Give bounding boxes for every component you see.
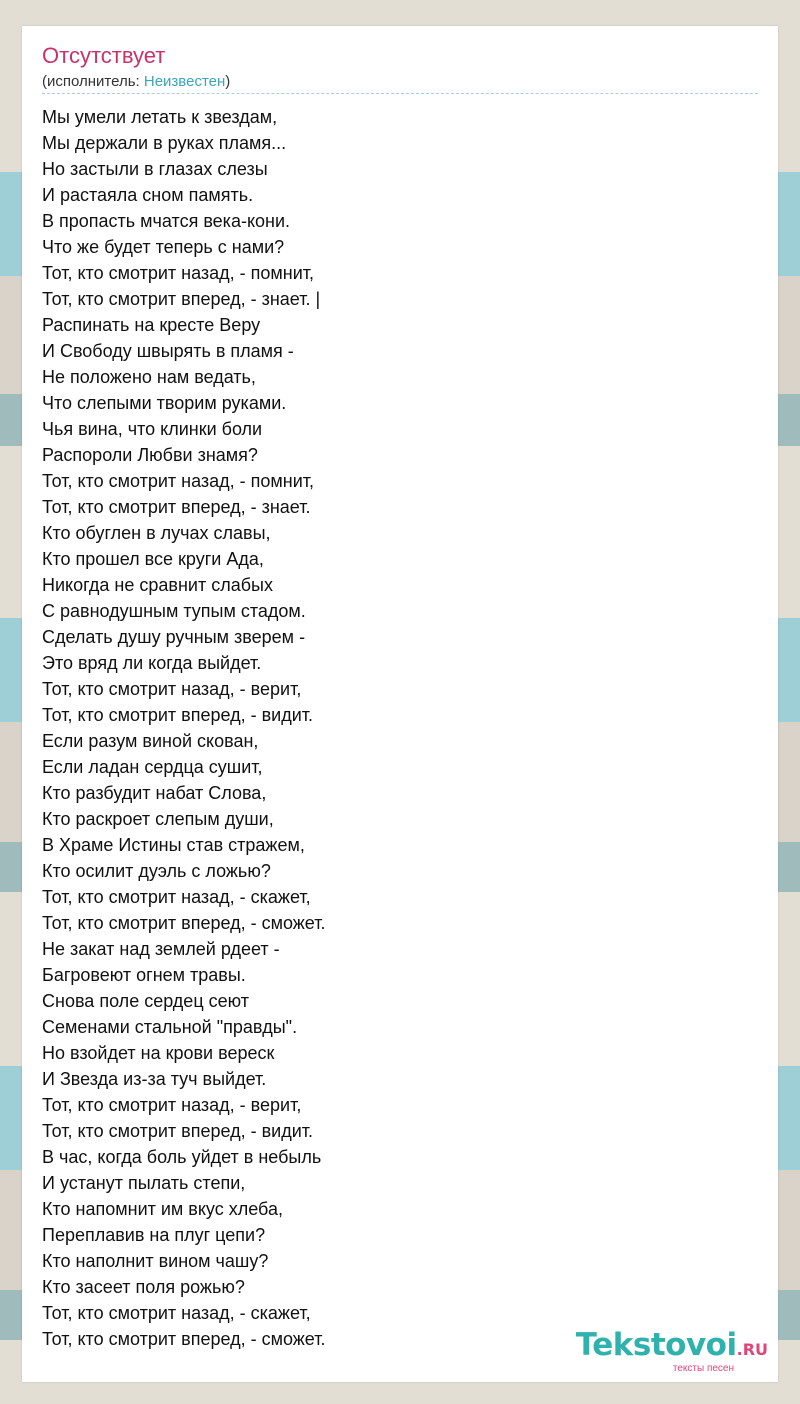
lyric-line: Тот, кто смотрит вперед, - сможет. bbox=[42, 1329, 326, 1349]
lyric-line: Кто напомнит им вкус хлеба, bbox=[42, 1199, 283, 1219]
lyric-line: Что слепыми творим руками. bbox=[42, 393, 287, 413]
lyric-line: Никогда не сравнит слабых bbox=[42, 575, 273, 595]
lyric-line: В Храме Истины став стражем, bbox=[42, 835, 305, 855]
logo-tagline: тексты песен bbox=[672, 1363, 734, 1374]
lyric-line: Тот, кто смотрит вперед, - видит. bbox=[42, 1121, 314, 1141]
lyric-line: Тот, кто смотрит назад, - верит, bbox=[42, 679, 302, 699]
lyric-line: Распороли Любви знамя? bbox=[42, 445, 258, 465]
lyric-line: И устанут пылать степи, bbox=[42, 1173, 246, 1193]
lyric-line: И Звезда из-за туч выйдет. bbox=[42, 1069, 267, 1089]
lyric-line: Не положено нам ведать, bbox=[42, 367, 256, 387]
performer-line bbox=[42, 72, 230, 92]
lyric-line: Распинать на кресте Веру bbox=[42, 315, 261, 335]
performer-suffix: ) bbox=[225, 73, 231, 90]
lyrics-text bbox=[42, 104, 325, 1352]
lyric-line: Если разум виной скован, bbox=[42, 731, 259, 751]
lyric-line: Это вряд ли когда выйдет. bbox=[42, 653, 262, 673]
performer-link[interactable]: Неизвестен bbox=[143, 73, 226, 90]
lyric-line: Но застыли в глазах слезы bbox=[42, 159, 268, 179]
lyrics-card bbox=[22, 26, 778, 1382]
lyric-line: Тот, кто смотрит назад, - скажет, bbox=[42, 1303, 311, 1323]
lyric-line: Но взойдет на крови вереск bbox=[42, 1043, 275, 1063]
lyric-line: Кто разбудит набат Слова, bbox=[42, 783, 267, 803]
logo-tld: .RU bbox=[736, 1340, 768, 1359]
lyric-line: Чья вина, что клинки боли bbox=[42, 419, 263, 439]
lyric-line: Тот, кто смотрит вперед, - сможет. bbox=[42, 913, 326, 933]
lyric-line: Не закат над землей рдеет - bbox=[42, 939, 280, 959]
lyric-line: Переплавив на плуг цепи? bbox=[42, 1225, 266, 1245]
lyric-line: Тот, кто смотрит вперед, - знает. | bbox=[42, 289, 321, 309]
site-logo[interactable] bbox=[576, 1328, 768, 1374]
lyric-line: И растаяла сном память. bbox=[42, 185, 254, 205]
song-title: Отсутствует bbox=[42, 43, 166, 68]
lyric-line: Тот, кто смотрит назад, - скажет, bbox=[42, 887, 311, 907]
lyric-line: Кто раскроет слепым души, bbox=[42, 809, 274, 829]
lyric-line: С равнодушным тупым стадом. bbox=[42, 601, 306, 621]
lyric-line: Тот, кто смотрит назад, - помнит, bbox=[42, 263, 315, 283]
lyric-line: Снова поле сердец сеют bbox=[42, 991, 249, 1011]
lyric-line: В час, когда боль уйдет в небыль bbox=[42, 1147, 322, 1167]
logo-wordmark bbox=[576, 1328, 768, 1367]
lyric-line: Кто осилит дуэль с ложью? bbox=[42, 861, 271, 881]
lyric-line: Багровеют огнем травы. bbox=[42, 965, 246, 985]
lyric-line: Кто обуглен в лучах славы, bbox=[42, 523, 271, 543]
lyric-line: Тот, кто смотрит назад, - помнит, bbox=[42, 471, 315, 491]
lyric-line: Семенами стальной "правды". bbox=[42, 1017, 298, 1037]
lyric-line: Тот, кто смотрит вперед, - знает. bbox=[42, 497, 311, 517]
logo-name: Tekstovoi bbox=[575, 1327, 737, 1363]
lyric-line: Мы умели летать к звездам, bbox=[42, 107, 278, 127]
lyric-line: Если ладан сердца сушит, bbox=[42, 757, 263, 777]
lyric-line: И Свободу швырять в пламя - bbox=[42, 341, 294, 361]
lyric-line: Тот, кто смотрит назад, - верит, bbox=[42, 1095, 302, 1115]
performer-prefix: (исполнитель: bbox=[42, 73, 144, 90]
lyric-line: Кто наполнит вином чашу? bbox=[42, 1251, 269, 1271]
header-divider bbox=[42, 93, 758, 94]
lyric-line: В пропасть мчатся века-кони. bbox=[42, 211, 291, 231]
lyric-line: Сделать душу ручным зверем - bbox=[42, 627, 306, 647]
lyric-line: Кто прошел все круги Ада, bbox=[42, 549, 264, 569]
lyric-line: Кто засеет поля рожью? bbox=[42, 1277, 245, 1297]
lyric-line: Мы держали в руках пламя... bbox=[42, 133, 287, 153]
lyric-line: Что же будет теперь с нами? bbox=[42, 237, 285, 257]
lyric-line: Тот, кто смотрит вперед, - видит. bbox=[42, 705, 314, 725]
